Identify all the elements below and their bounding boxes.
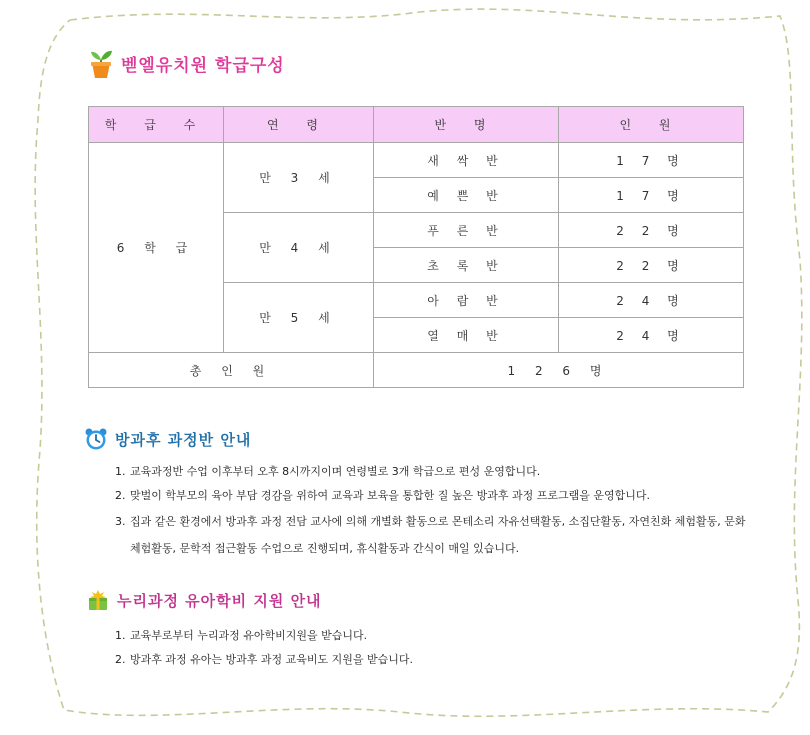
header-class-count: 학 급 수 <box>89 107 224 143</box>
class-count-cell: 6 학 급 <box>89 143 224 353</box>
table-total-row <box>89 353 744 388</box>
list-item-number: 3. <box>115 515 126 528</box>
nuri-section-title <box>86 588 322 612</box>
list-item-text: 맞벌이 학부모의 육아 부담 경감을 위하여 교육과 보육을 통합한 질 높은 방과후 과정 프로그램을 운영합니다. <box>130 489 650 502</box>
list-item-text: 집과 같은 환경에서 방과후 과정 전담 교사에 의해 개별화 활동으로 몬테소리 자유선택활동, 소집단활동, 자연친화 체험활동, 문화체험활동, 문학적 접근활동 수업으로 진행되며, 휴식활동과 간식이 매일 있습니다. <box>130 515 746 555</box>
age-group-cell: 만 5 세 <box>224 283 374 353</box>
list-item <box>115 484 755 508</box>
table-header-row <box>89 107 744 143</box>
list-item-number: 1. <box>115 629 126 642</box>
total-label-cell: 총 인 원 <box>89 353 374 388</box>
age-group-cell: 만 3 세 <box>224 143 374 213</box>
list-item-number: 2. <box>115 653 126 666</box>
afterschool-info-list <box>115 460 755 562</box>
class-composition-table <box>88 106 744 388</box>
nuri-section-title-text: 누리과정 유아학비 지원 안내 <box>117 591 322 610</box>
alarm-clock-icon <box>84 427 108 451</box>
student-count-cell: 2 4 명 <box>559 318 744 353</box>
student-count-cell: 2 2 명 <box>559 213 744 248</box>
nuri-info-list <box>115 624 715 672</box>
header-class-name: 반 명 <box>374 107 559 143</box>
student-count-cell: 1 7 명 <box>559 178 744 213</box>
total-value-cell: 1 2 6 명 <box>374 353 744 388</box>
student-count-cell: 2 2 명 <box>559 248 744 283</box>
header-age: 연 령 <box>224 107 374 143</box>
class-name-cell: 아 람 반 <box>374 283 559 318</box>
classes-section-title <box>88 47 285 79</box>
list-item-text: 교육과정반 수업 이후부터 오후 8시까지이며 연령별로 3개 학급으로 편성 운영합니다. <box>130 465 541 478</box>
afterschool-section-title-text: 방과후 과정반 안내 <box>115 430 252 449</box>
list-item-text: 방과후 과정 유아는 방과후 과정 교육비도 지원을 받습니다. <box>130 653 413 666</box>
class-name-cell: 예 쁜 반 <box>374 178 559 213</box>
student-count-cell: 1 7 명 <box>559 143 744 178</box>
list-item-number: 2. <box>115 489 126 502</box>
list-item <box>115 648 715 672</box>
list-item-text: 교육부로부터 누리과정 유아학비지원을 받습니다. <box>130 629 368 642</box>
class-name-cell: 푸 른 반 <box>374 213 559 248</box>
class-name-cell: 새 싹 반 <box>374 143 559 178</box>
afterschool-section-title <box>84 427 251 451</box>
classes-section-title-text: 벧엘유치원 학급구성 <box>121 55 285 76</box>
age-group-cell: 만 4 세 <box>224 213 374 283</box>
class-name-cell: 열 매 반 <box>374 318 559 353</box>
list-item-number: 1. <box>115 465 126 478</box>
table-row <box>89 143 744 178</box>
list-item <box>115 624 715 648</box>
class-name-cell: 초 록 반 <box>374 248 559 283</box>
sprout-pot-icon <box>88 47 114 79</box>
gift-box-icon <box>86 588 110 612</box>
student-count-cell: 2 4 명 <box>559 283 744 318</box>
header-student-count: 인 원 <box>559 107 744 143</box>
list-item <box>115 460 755 484</box>
list-item <box>115 508 755 562</box>
